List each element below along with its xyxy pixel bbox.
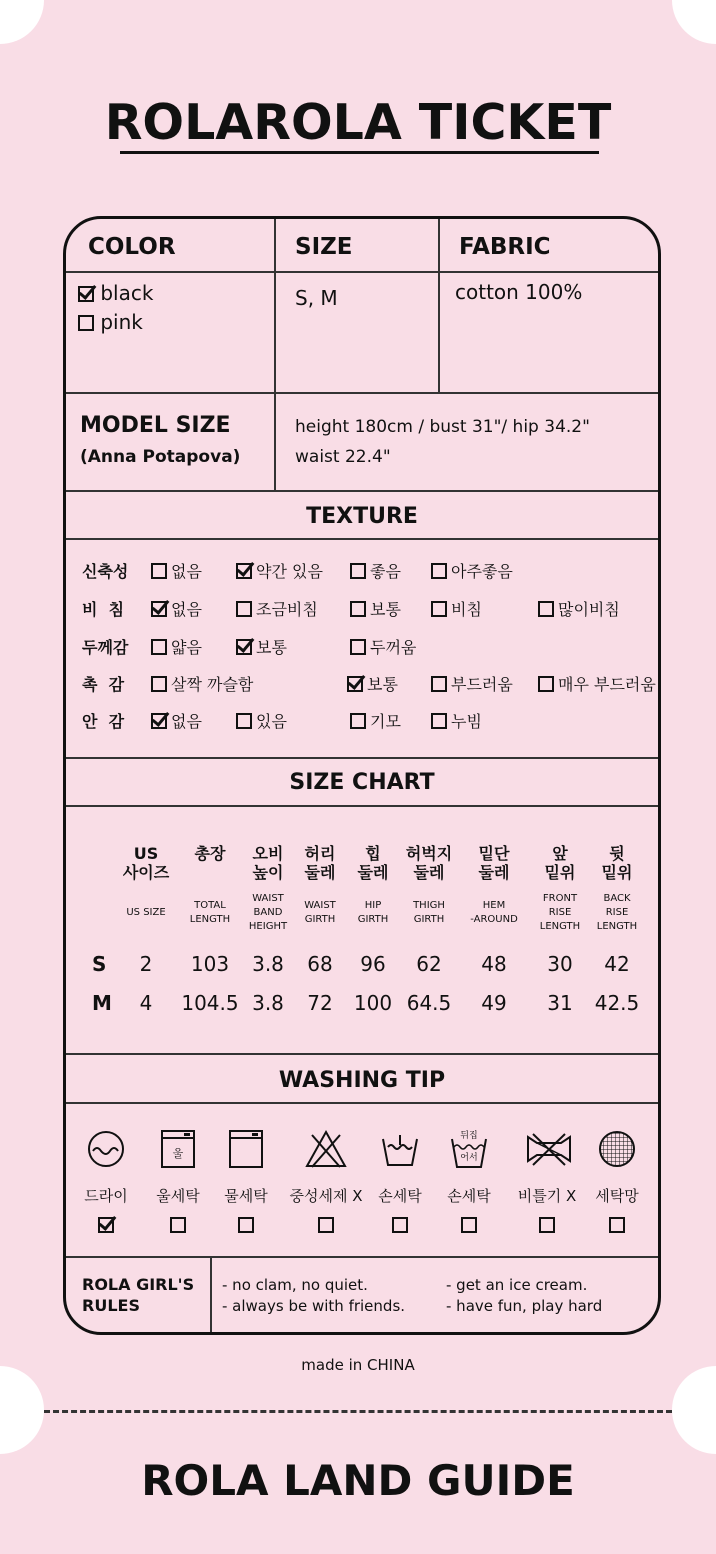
checkbox-checked	[151, 601, 167, 617]
divider	[66, 1102, 658, 1104]
laundry-net-icon	[595, 1129, 639, 1169]
size-chart-header-ko: 총장	[194, 844, 226, 863]
checkbox	[392, 1217, 408, 1233]
title-underline	[120, 151, 599, 154]
size-chart-header-ko: 뒷 밑위	[601, 844, 633, 882]
washing-label: 손세탁	[378, 1187, 422, 1205]
texture-title: TEXTURE	[306, 504, 418, 529]
size-label: SIZE	[295, 234, 353, 260]
washing-label: 중성세제 X	[289, 1187, 363, 1205]
no-wring-icon	[525, 1129, 569, 1169]
rule-item: - get an ice cream.	[446, 1276, 588, 1294]
size-chart-header-en: WAIST GIRTH	[304, 900, 336, 925]
texture-option	[236, 635, 287, 658]
texture-option	[431, 709, 482, 732]
checkbox	[350, 713, 366, 729]
texture-option-label: 약간 있음	[256, 562, 323, 581]
washing-label: 드라이	[84, 1187, 128, 1205]
checkbox	[539, 1217, 555, 1233]
size-chart-cell: 31	[547, 991, 573, 1015]
texture-option	[151, 635, 202, 658]
texture-option	[347, 672, 398, 695]
checkbox	[431, 713, 447, 729]
divider	[66, 392, 658, 394]
checkbox-checked	[236, 563, 252, 579]
size-chart-header-ko: 허리 둘레	[304, 844, 336, 882]
texture-option	[236, 709, 287, 732]
size-chart-cell: 3.8	[252, 952, 284, 976]
checkbox-checked	[98, 1217, 114, 1233]
size-chart-header-en: WAIST BAND HEIGHT	[248, 893, 288, 932]
size-chart-cell: 48	[481, 952, 507, 976]
texture-option-label: 매우 부드러움	[558, 675, 656, 694]
inside-out-wash-icon	[447, 1129, 491, 1169]
model-size-label: MODEL SIZE	[80, 413, 231, 438]
size-chart-header-ko: 힙 둘레	[357, 844, 389, 882]
texture-option	[431, 559, 513, 582]
size-chart-cell: 64.5	[406, 991, 452, 1015]
checkbox	[431, 676, 447, 692]
wool-wash-icon	[156, 1129, 200, 1169]
size-chart-title: SIZE CHART	[289, 770, 435, 795]
checkbox	[350, 601, 366, 617]
texture-option-label: 좋음	[370, 562, 401, 581]
size-chart-cell: 100	[353, 991, 393, 1015]
texture-option	[431, 597, 482, 620]
texture-option	[151, 559, 202, 582]
size-chart-header-en: TOTAL LENGTH	[189, 900, 231, 925]
made-in-label: made in CHINA	[301, 1356, 415, 1374]
texture-option	[350, 635, 416, 658]
texture-row-label: 두께감	[82, 638, 129, 657]
size-chart-header-en: THIGH GIRTH	[413, 900, 445, 925]
size-chart-header-ko: US 사이즈	[122, 844, 170, 882]
size-chart-header-ko: 오비 높이	[252, 844, 284, 882]
color-option-black: black	[78, 281, 153, 305]
size-chart-header-ko: 앞 밑위	[544, 844, 576, 882]
washing-label: 비틀기 X	[517, 1187, 577, 1205]
checkbox	[78, 315, 94, 331]
texture-option	[151, 709, 202, 732]
texture-row-label: 신축성	[82, 562, 129, 581]
size-chart-header-en: HEM -AROUND	[470, 900, 518, 925]
divider	[66, 490, 658, 492]
svg-text:울: 울	[172, 1147, 184, 1160]
texture-option-label: 부드러움	[451, 675, 513, 694]
size-chart-cell: 104.5	[181, 991, 239, 1015]
texture-option	[431, 672, 513, 695]
color-option-pink: pink	[78, 310, 143, 334]
size-chart-header-ko: 밑단 둘레	[478, 844, 510, 882]
divider	[66, 757, 658, 759]
divider	[210, 1256, 212, 1335]
divider	[66, 1256, 658, 1258]
dry-clean-icon	[84, 1129, 128, 1169]
texture-option	[538, 597, 620, 620]
size-chart-cell: 72	[307, 991, 333, 1015]
texture-option-label: 보통	[367, 675, 398, 694]
size-chart-header-en: HIP GIRTH	[357, 900, 389, 925]
texture-option-label: 기모	[370, 712, 401, 731]
rules-title: ROLA GIRL'S RULES	[82, 1275, 195, 1315]
checkbox	[151, 676, 167, 692]
checkbox	[238, 1217, 254, 1233]
texture-option-label: 없음	[171, 600, 202, 619]
texture-option-label: 두꺼움	[370, 638, 417, 657]
checkbox-checked	[236, 639, 252, 655]
checkbox	[151, 639, 167, 655]
texture-option-label: 보통	[256, 638, 287, 657]
texture-option-label: 살짝 까슬함	[171, 675, 254, 694]
texture-option-label: 얇음	[171, 638, 202, 657]
divider	[66, 538, 658, 540]
size-chart-cell: 3.8	[252, 991, 284, 1015]
svg-text:뒤집: 뒤집	[460, 1131, 478, 1141]
checkbox	[538, 676, 554, 692]
checkbox	[461, 1217, 477, 1233]
no-neutral-detergent-icon	[304, 1129, 348, 1169]
texture-option-label: 많이비침	[558, 600, 620, 619]
divider	[274, 219, 276, 490]
texture-option-label: 없음	[171, 562, 202, 581]
ticket-notch	[0, 0, 44, 44]
size-chart-cell: 2	[139, 952, 153, 976]
size-chart-cell: 30	[547, 952, 573, 976]
rola-land-guide-title: ROLA LAND GUIDE	[141, 1456, 575, 1505]
texture-option-label: 누빔	[451, 712, 482, 731]
washing-label: 울세탁	[156, 1187, 200, 1205]
texture-option-label: 있음	[256, 712, 287, 731]
divider	[66, 271, 658, 273]
size-chart-cell: 4	[139, 991, 153, 1015]
size-chart-cell: 49	[481, 991, 507, 1015]
checkbox	[151, 563, 167, 579]
size-chart-cell: 68	[307, 952, 333, 976]
size-chart-cell: 62	[416, 952, 442, 976]
size-chart-cell: 42.5	[594, 991, 640, 1015]
size-chart-cell: 103	[190, 952, 230, 976]
texture-row-label: 안 감	[82, 712, 125, 731]
size-chart-header-ko: 허벅지 둘레	[405, 844, 453, 882]
washing-label: 손세탁	[447, 1187, 491, 1205]
rule-item: - have fun, play hard	[446, 1297, 603, 1315]
texture-option-label: 조금비침	[256, 600, 318, 619]
checkbox-checked	[347, 676, 363, 692]
texture-option-label: 아주좋음	[451, 562, 513, 581]
size-chart-cell: 96	[360, 952, 386, 976]
texture-option-label: 없음	[171, 712, 202, 731]
washing-label: 세탁망	[595, 1187, 639, 1205]
ticket-title: ROLAROLA TICKET	[104, 94, 612, 151]
checkbox	[350, 563, 366, 579]
svg-text:어서: 어서	[460, 1153, 478, 1163]
rule-item: - always be with friends.	[222, 1297, 406, 1315]
size-chart-header-en: BACK RISE LENGTH	[596, 893, 638, 932]
texture-row-label: 촉 감	[82, 675, 125, 694]
texture-option	[350, 709, 401, 732]
size-value: S, M	[295, 286, 338, 310]
fabric-value: cotton 100%	[455, 280, 583, 304]
ticket-notch	[672, 0, 716, 44]
ticket-notch	[0, 1366, 44, 1454]
texture-option-label: 비침	[451, 600, 482, 619]
texture-option	[350, 559, 401, 582]
divider	[438, 219, 440, 392]
texture-option	[538, 672, 656, 695]
washing-label: 물세탁	[224, 1187, 268, 1205]
texture-option	[151, 672, 253, 695]
size-chart-header-en: FRONT RISE LENGTH	[539, 893, 581, 932]
texture-option-label: 보통	[370, 600, 401, 619]
divider	[66, 805, 658, 807]
checkbox	[431, 601, 447, 617]
size-chart-row-size: M	[92, 991, 112, 1015]
texture-option	[236, 597, 318, 620]
checkbox	[318, 1217, 334, 1233]
size-chart-cell: 42	[604, 952, 630, 976]
checkbox	[236, 601, 252, 617]
info-card	[63, 216, 661, 1335]
rule-item: - no clam, no quiet.	[222, 1276, 368, 1294]
hand-wash-icon	[378, 1129, 422, 1169]
washing-tip-title: WASHING TIP	[278, 1068, 446, 1093]
checkbox-checked	[151, 713, 167, 729]
size-chart-header-en: US SIZE	[126, 907, 166, 918]
size-chart-row-size: S	[92, 952, 107, 976]
ticket-notch	[672, 1366, 716, 1454]
divider	[66, 1053, 658, 1055]
checkbox	[431, 563, 447, 579]
checkbox	[538, 601, 554, 617]
texture-row-label: 비 침	[82, 600, 125, 619]
texture-option	[236, 559, 323, 582]
model-measurements-line2: waist 22.4"	[295, 447, 391, 467]
checkbox	[236, 713, 252, 729]
model-measurements-line1: height 180cm / bust 31"/ hip 34.2"	[295, 417, 590, 437]
water-wash-icon	[224, 1129, 268, 1169]
checkbox	[350, 639, 366, 655]
color-label: COLOR	[88, 234, 176, 260]
tear-line	[44, 1410, 672, 1413]
model-name: (Anna Potapova)	[80, 447, 241, 467]
checkbox-checked	[78, 286, 94, 302]
fabric-label: FABRIC	[459, 234, 551, 260]
checkbox	[170, 1217, 186, 1233]
checkbox	[609, 1217, 625, 1233]
texture-option	[151, 597, 202, 620]
texture-option	[350, 597, 401, 620]
